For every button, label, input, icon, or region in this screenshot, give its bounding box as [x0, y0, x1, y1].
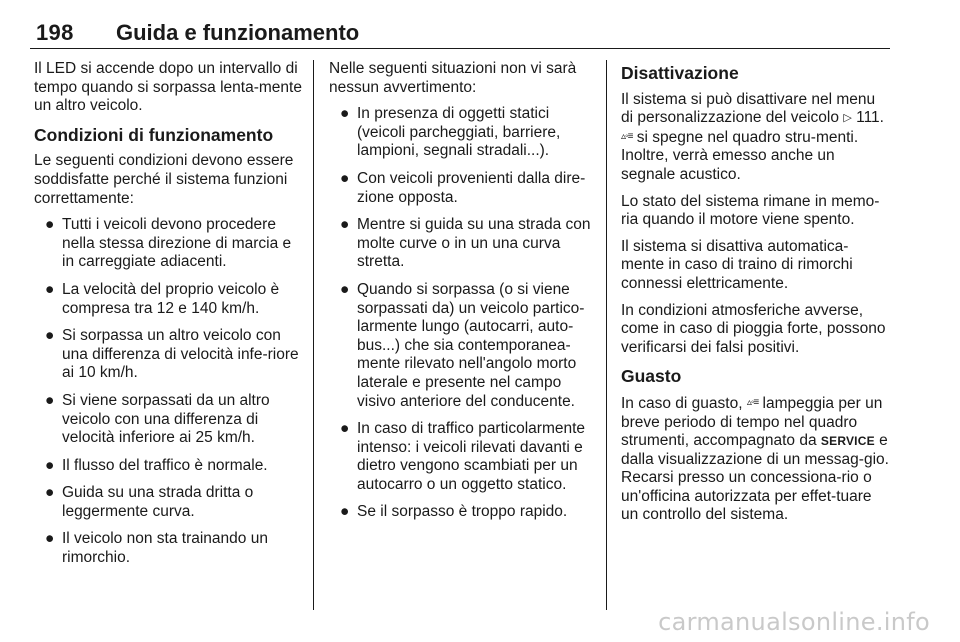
list-item: [34, 216, 302, 272]
bullet-icon: ●: [45, 391, 55, 409]
section-heading-conditions: Condizioni di funzionamento: [34, 124, 274, 145]
bullet-icon: ●: [340, 216, 350, 234]
list-item-text: Con veicoli provenienti dalla dire-zione opposta.: [357, 169, 586, 206]
list-item-text: In presenza di oggetti statici (veicoli parcheggiati, barriere, lampioni, segnali stradali...).: [357, 105, 561, 160]
watermark-text: carmanualsonline.info: [658, 608, 930, 636]
list-item-text: Si sorpassa un altro veicolo con una differenza di velocità infe-riore ai 10 km/h.: [62, 327, 299, 382]
bullet-icon: ●: [340, 280, 350, 298]
header-rule: [30, 48, 890, 49]
side-blind-spot-indicator-icon: ▵◦≡: [621, 130, 633, 142]
no-warning-list: [329, 105, 591, 522]
page-title: Guida e funzionamento: [116, 20, 360, 45]
list-item-text: La velocità del proprio veicolo è compresa tra 12 e 140 km/h.: [62, 280, 280, 317]
list-item: [329, 503, 591, 522]
page-reference: 111.: [856, 109, 884, 127]
list-item: [34, 457, 302, 476]
page-number: 198: [36, 20, 74, 45]
list-item-text: Mentre si guida su una strada con molte curve o in un una curva stretta.: [357, 216, 591, 271]
deactivation-text-b: si spegne nel quadro stru-menti. Inoltre, verrà emesso anche un segnale acustico.: [621, 128, 859, 183]
fault-paragraph: [621, 394, 889, 525]
list-item: [34, 281, 302, 318]
column-divider-right: [606, 60, 607, 610]
list-item-text: Il veicolo non sta trainando un rimorchio.: [62, 530, 268, 567]
no-warning-lead: Nelle seguenti situazioni non vi sarà nessun avvertimento:: [329, 60, 577, 96]
list-item: [34, 484, 302, 521]
bullet-icon: ●: [45, 280, 55, 298]
section-heading-deactivation: Disattivazione: [621, 63, 739, 83]
list-item: [329, 420, 591, 494]
page-header: [30, 14, 890, 48]
bullet-icon: ●: [45, 216, 55, 234]
bullet-icon: ●: [45, 456, 55, 474]
list-item-text: Tutti i veicoli devono procedere nella stessa direzione di marcia e in carreggiate adiacenti.: [62, 216, 292, 271]
fault-text-b: lampeggia per un breve periodo di tempo nel quadro strumenti, accompagnato da: [621, 394, 883, 450]
bullet-icon: ●: [45, 327, 55, 345]
list-item: [329, 105, 591, 161]
column-2: [329, 60, 591, 531]
section-heading-fault: Guasto: [621, 366, 682, 387]
list-item: [34, 392, 302, 448]
conditions-list: [34, 216, 302, 568]
list-item: [34, 327, 302, 383]
memory-paragraph: Lo stato del sistema rimane in memo-ria quando il motore viene spento.: [621, 192, 880, 229]
conditions-lead: Le seguenti condizioni devono essere soddisfatte perché il sistema funzioni correttamente:: [34, 152, 294, 207]
bullet-icon: ●: [340, 503, 350, 521]
trailer-paragraph: Il sistema si disattiva automatica-mente in caso di traino di rimorchi connessi elettricamente.: [621, 237, 853, 292]
column-divider-left: [313, 60, 314, 610]
list-item: [34, 530, 302, 567]
side-blind-spot-indicator-icon: ▵◦≡: [746, 396, 759, 408]
weather-paragraph: In condizioni atmosferiche avverse, come in caso di pioggia forte, possono verificarsi dei falsi positivi.: [621, 301, 886, 356]
bullet-icon: ●: [340, 420, 350, 438]
list-item: [329, 216, 591, 272]
column-1: [34, 60, 302, 577]
bullet-icon: ●: [340, 169, 350, 187]
fault-text-c: e dalla visualizzazione di un messag-gio. Recarsi presso un concessiona-rio o un'officina autorizzata per effet-tuare un controllo del sistema.: [621, 432, 889, 524]
service-indicator: SERVICE: [820, 434, 875, 449]
column-3: [621, 60, 889, 533]
list-item-text: Guida su una strada dritta o leggermente curva.: [62, 484, 254, 520]
list-item-text: Si viene sorpassati da un altro veicolo con una differenza di velocità inferiore ai 25 km/h.: [62, 391, 270, 447]
list-item-text: Se il sorpasso è troppo rapido.: [357, 503, 568, 521]
bullet-icon: ●: [340, 105, 350, 123]
list-item-text: In caso di traffico particolarmente intenso: i veicoli rilevati davanti e dietro vengono scambiati per un autocarro o un oggetto statico.: [357, 420, 586, 493]
list-item: [329, 170, 591, 207]
list-item-text: Quando si sorpassa (o si viene sorpassati da) un veicolo partico-larmente lungo (autocarri, auto-bus...) che sia contemporanea-mente rilevato nell'angolo morto laterale e presente nel campo visivo anteriore del conducente.: [357, 280, 585, 410]
bullet-icon: ●: [45, 484, 55, 502]
bullet-icon: ●: [45, 530, 55, 548]
fault-text-a: In caso di guasto,: [621, 394, 743, 412]
page-reference-arrow-icon: ▷: [843, 112, 852, 125]
intro-paragraph: Il LED si accende dopo un intervallo di tempo quando si sorpassa lenta-mente un altro veicolo.: [34, 60, 302, 115]
list-item: [329, 281, 591, 411]
deactivation-paragraph: [621, 91, 889, 185]
deactivation-text-a: Il sistema si può disattivare nel menu di personalizzazione del veicolo: [621, 90, 876, 127]
list-item-text: Il flusso del traffico è normale.: [62, 456, 268, 474]
